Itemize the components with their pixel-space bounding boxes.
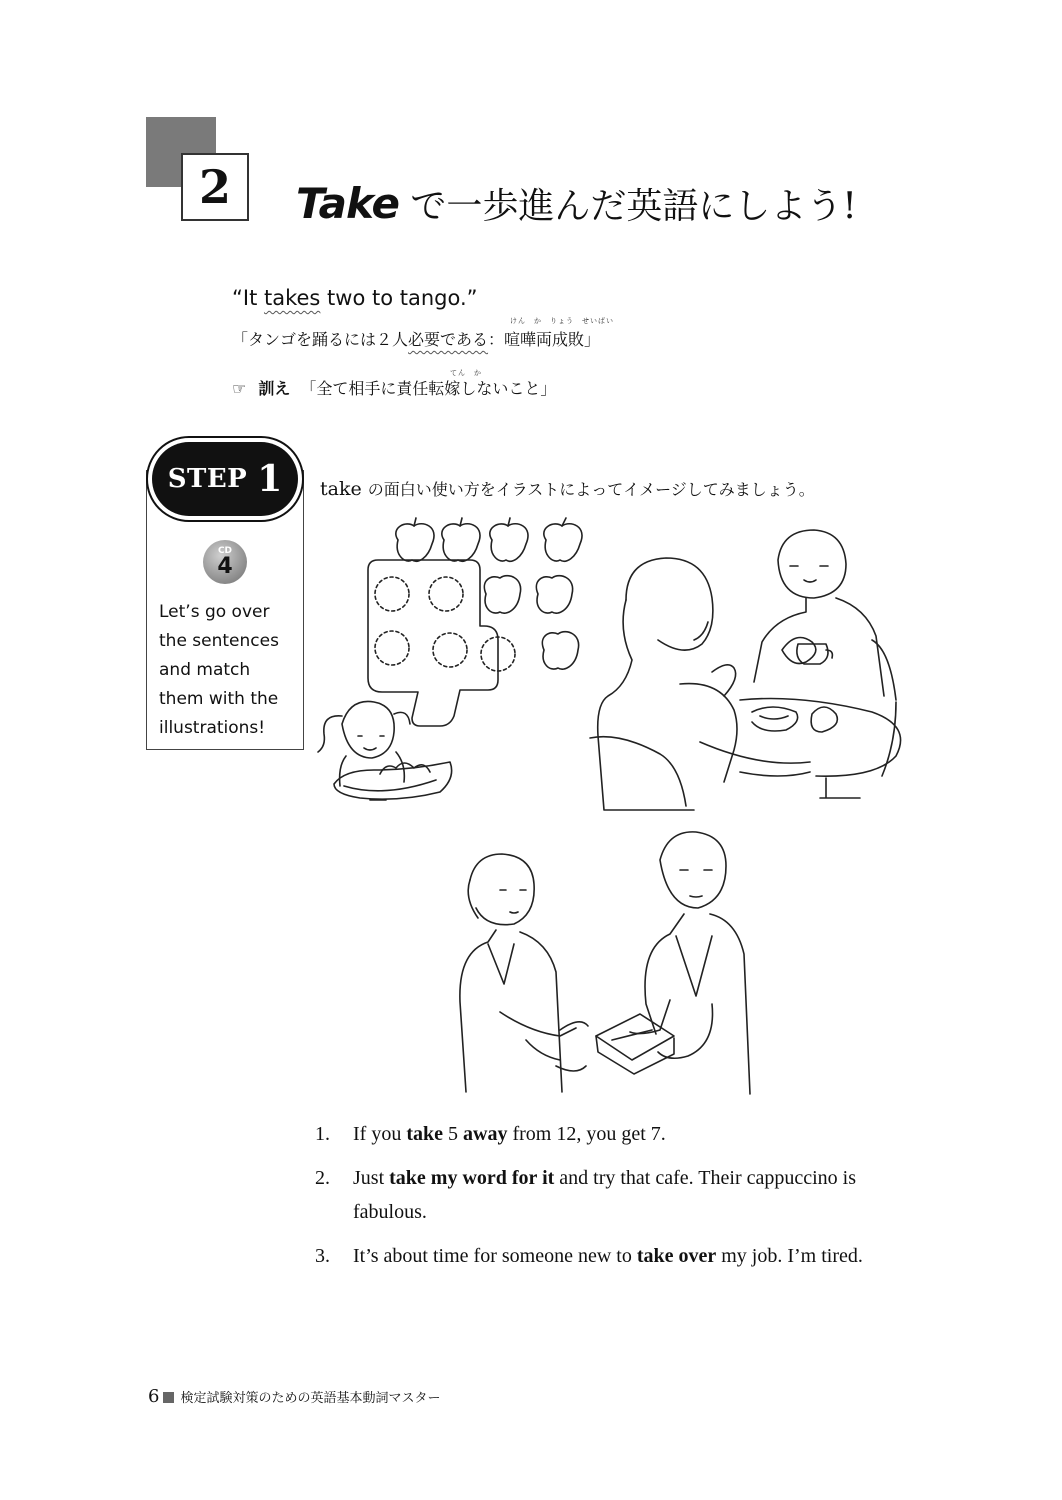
sentence-number: 3. [315,1245,330,1267]
instruction-en: take [320,478,362,500]
page-number: 6 [148,1386,160,1407]
chapter-title-jp: で一歩進んだ英語にしよう! [410,186,857,227]
sentence-keyword: take over [636,1245,717,1267]
sentence-text [353,1117,920,1151]
sentence-keyword: away [463,1123,508,1145]
sentence-list [315,1117,920,1283]
step-number: 1 [257,458,283,500]
sentence-keyword: take [406,1123,443,1145]
proverb-translation-highlight: 必要である [408,330,489,349]
footer-square-icon [163,1392,174,1403]
instruction-jp: の面白い使い方をイラストによってイメージしてみましょう。 [367,480,815,499]
sentence-segment: and try that cafe. Their cappuccino is fabulous. [353,1167,857,1223]
sentence-text [353,1239,920,1273]
man-giving [630,832,750,1094]
step-label: STEP [167,464,248,494]
sentence-item [315,1117,920,1151]
woman-drinking-coffee [754,530,896,776]
dotted-apples [375,577,515,671]
proverb-translation-end: ：喧嘩両成敗」 [488,330,601,349]
lesson-label: 訓え [258,379,291,398]
cafe-illustration [590,530,901,810]
apples-illustration [318,518,582,800]
cd-label: CD [217,545,233,556]
sentence-number: 2. [315,1167,330,1189]
lesson-text: 「全て相手に責任転嫁しないこと」 [300,379,557,398]
sentence-segment: It’s about time for someone new to [353,1245,637,1267]
proverb-quote-highlight: takes [263,286,321,310]
lesson-furigana: てん か [450,369,482,377]
sentence-segment: 5 [443,1123,463,1145]
cafe-table [700,699,901,799]
sentence-segment: If you [353,1123,407,1145]
book-title: 検定試験対策のための英語基本動詞マスター [180,1391,441,1406]
sentence-number: 1. [315,1123,330,1145]
sentence-keyword: take my word for it [389,1167,555,1189]
sentence-segment: Just [353,1167,390,1189]
cd-track-number: 4 [217,553,233,579]
girl-with-basket [318,701,452,800]
sentence-text [353,1161,920,1229]
sentence-segment: my job. I’m tired. [716,1245,863,1267]
apple-row-top [396,518,582,561]
cutout-board [368,560,498,726]
woman-receiving [460,854,588,1092]
step-note: Let’s go over the sentences and match them with the illustrations! [159,602,279,738]
sentence-item [315,1239,920,1273]
pointing-hand-icon: ☞ [232,379,247,398]
chapter-title-en: Take [296,179,399,228]
proverb-translation-start: 「タンゴを踊るには２人 [232,330,409,349]
sentence-segment: from 12, you get 7. [507,1123,666,1145]
proverb-furigana: けん か りょう せいばい [510,317,614,325]
woman-from-back [590,558,737,810]
sentence-item [315,1161,920,1229]
handover-illustration [460,832,750,1094]
chapter-number: 2 [181,153,249,221]
proverb-quote-end: two to tango.” [320,286,478,310]
proverb-quote-start: “It [232,286,264,310]
page-footer [148,1386,440,1407]
